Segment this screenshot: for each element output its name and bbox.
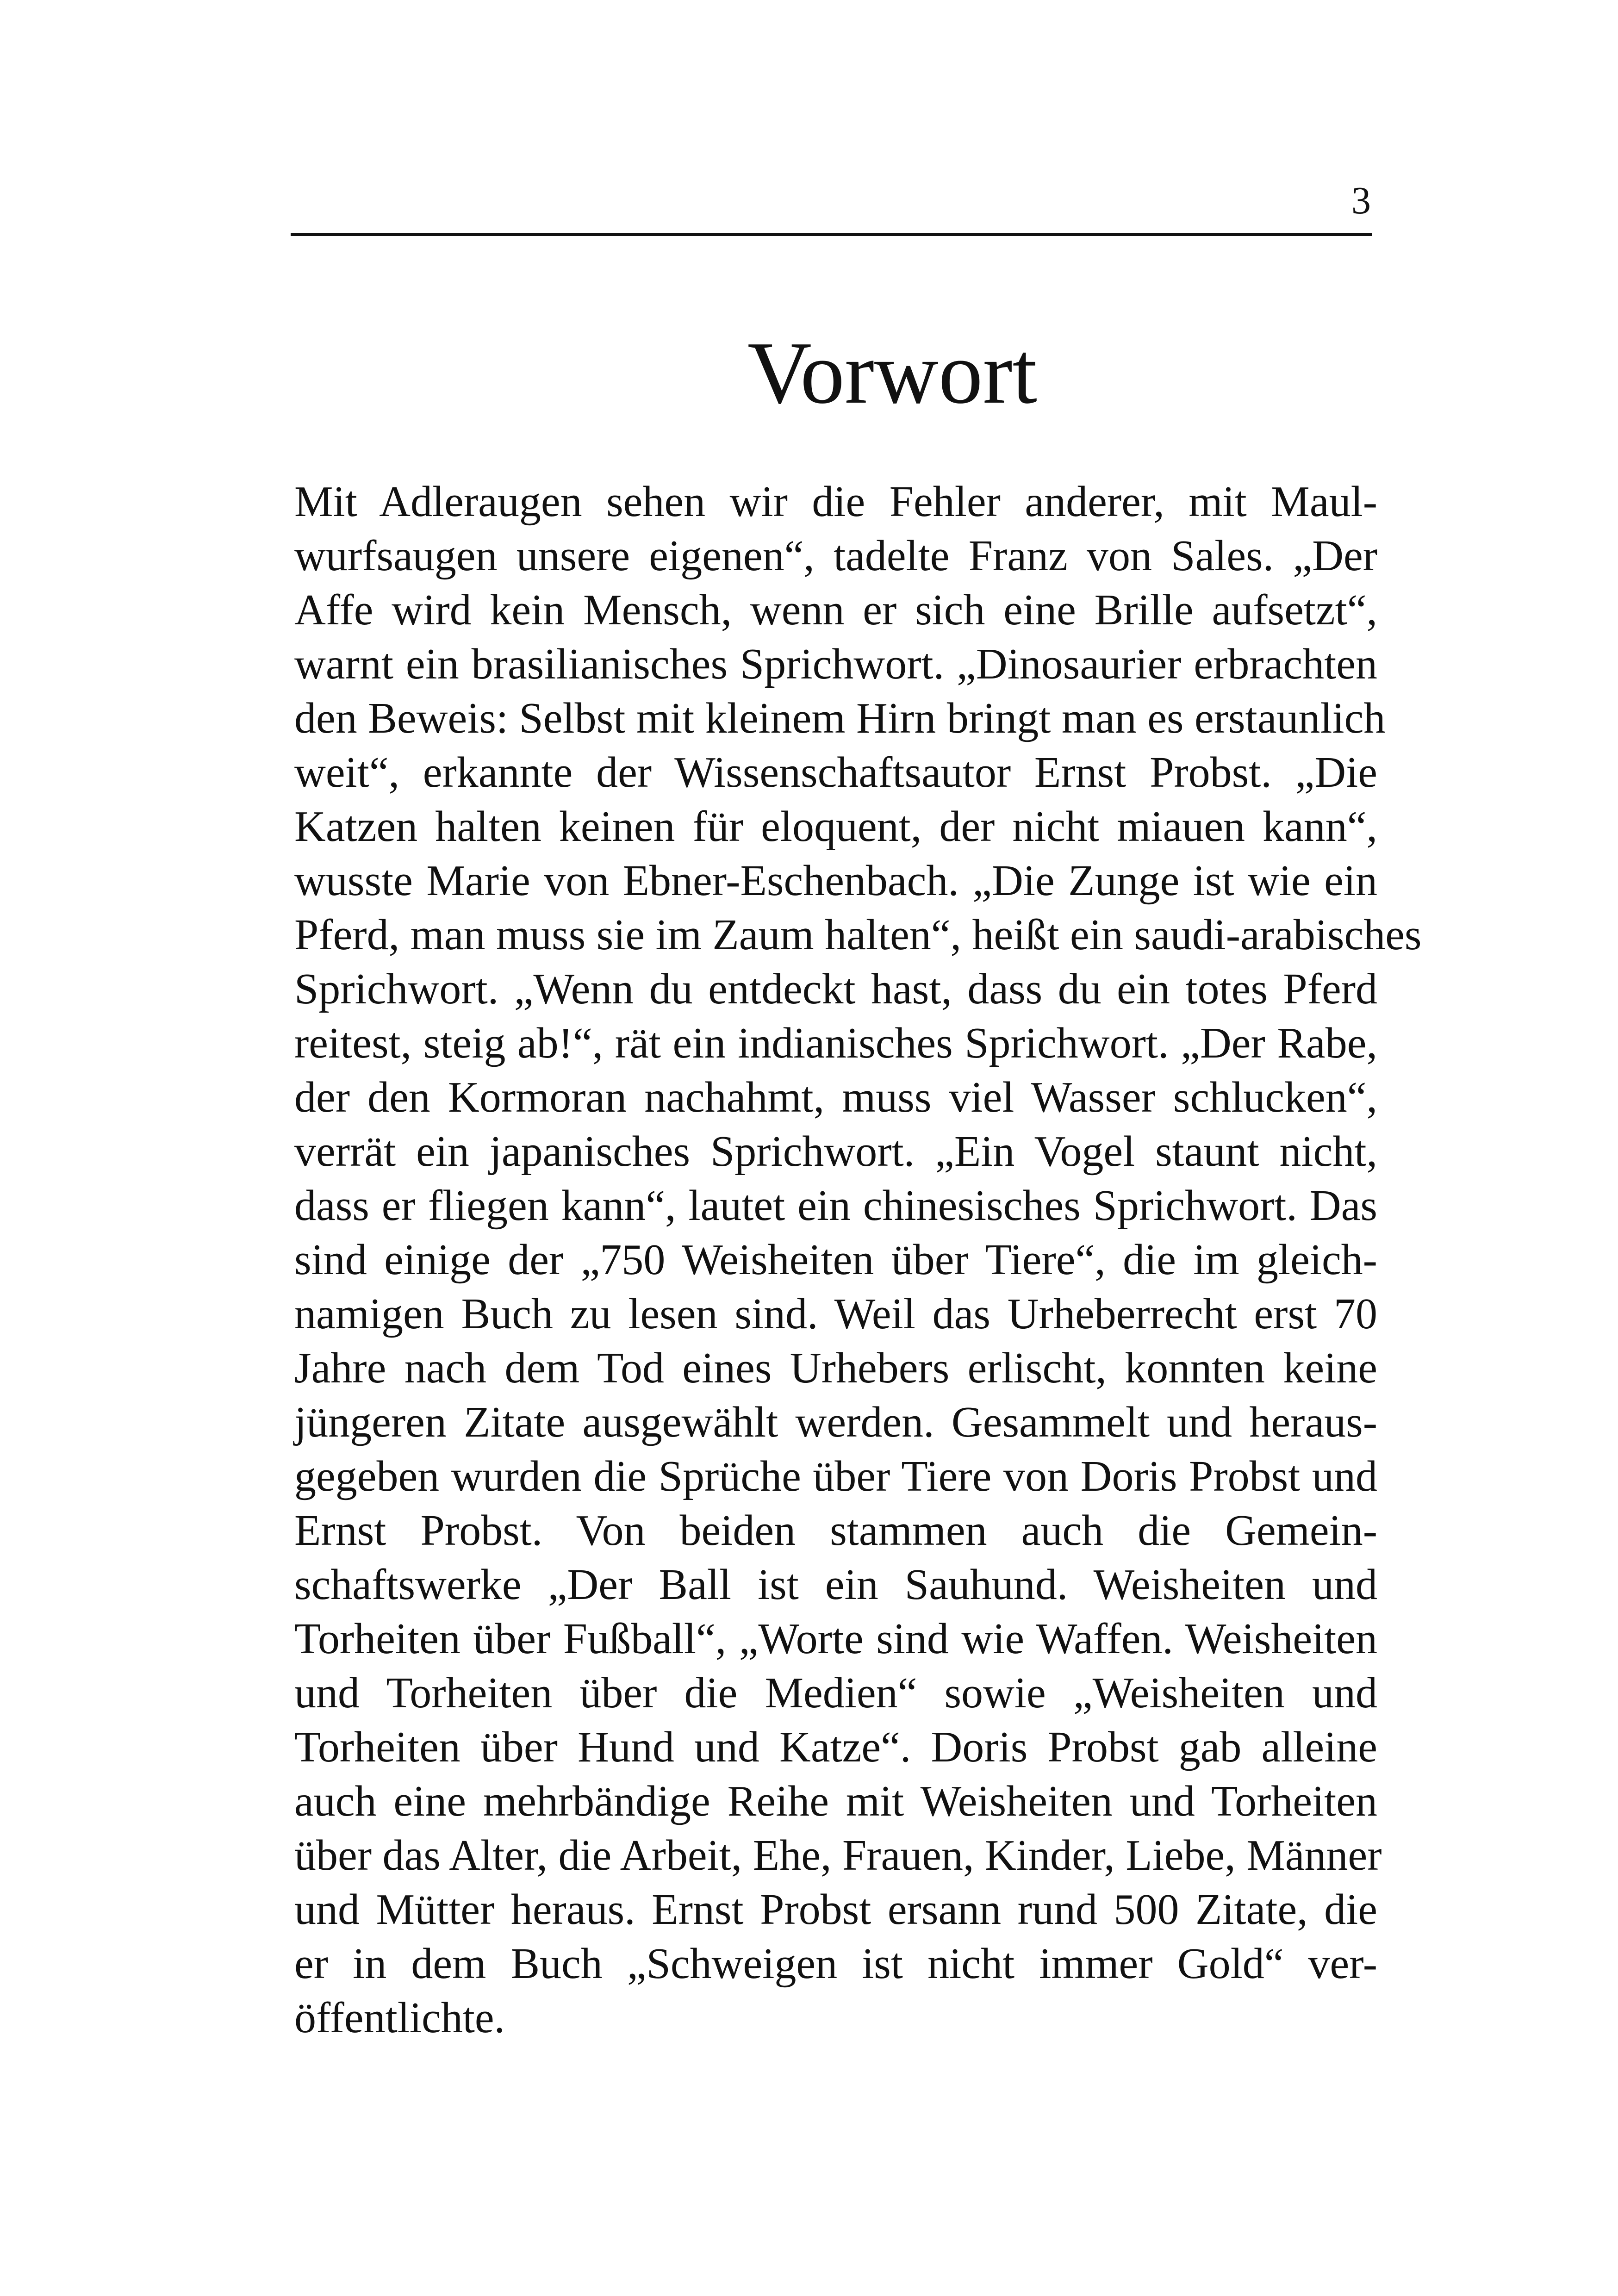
text-line: verrät ein japanisches Sprichwort. „Ein Vogel staunt nicht, (294, 1127, 1377, 1176)
text-line: auch eine mehrbändige Reihe mit Weisheiten und Torheiten (294, 1777, 1377, 1825)
text-line: sind einige der „750 Weisheiten über Tiere“, die im gleich- (294, 1236, 1377, 1284)
text-line: der den Kormoran nachahmt, muss viel Wasser schlucken“, (294, 1073, 1377, 1121)
text-line: schaftswerke „Der Ball ist ein Sauhund. Weisheiten und (294, 1561, 1377, 1609)
body-paragraph (294, 475, 1422, 2045)
text-line: dass er fliegen kann“, lautet ein chinesisches Sprichwort. Das (294, 1182, 1377, 1230)
text-line: Affe wird kein Mensch, wenn er sich eine Brille aufsetzt“, (294, 586, 1377, 634)
text-line: öffentlichte. (294, 1994, 505, 2042)
text-line: Sprichwort. „Wenn du entdeckt hast, dass du ein totes Pferd (294, 965, 1377, 1013)
text-line: weit“, erkannte der Wissenschaftsautor Ernst Probst. „Die (294, 748, 1377, 796)
page-number: 3 (1351, 179, 1371, 222)
text-line: er in dem Buch „Schweigen ist nicht immer Gold“ ver- (294, 1940, 1377, 1988)
text-line: und Mütter heraus. Ernst Probst ersann rund 500 Zitate, die (294, 1885, 1377, 1934)
text-line: reitest, steig ab!“, rät ein indianisches Sprichwort. „Der Rabe, (294, 1019, 1377, 1067)
header-rule (291, 233, 1372, 236)
text-line: gegeben wurden die Sprüche über Tiere von Doris Probst und (294, 1452, 1377, 1500)
page-title: Vorwort (747, 324, 1037, 422)
text-line: wusste Marie von Ebner-Eschenbach. „Die Zunge ist wie ein (294, 857, 1377, 905)
text-line: und Torheiten über die Medien“ sowie „Weisheiten und (294, 1669, 1377, 1717)
text-line: jüngeren Zitate ausgewählt werden. Gesammelt und heraus- (294, 1398, 1377, 1446)
text-line: Torheiten über Hund und Katze“. Doris Probst gab alleine (294, 1723, 1377, 1771)
text-line: Jahre nach dem Tod eines Urhebers erlischt, konnten keine (294, 1344, 1377, 1392)
text-line: Pferd, man muss sie im Zaum halten“, heißt ein saudi-arabisches (294, 911, 1422, 959)
text-line: über das Alter, die Arbeit, Ehe, Frauen, Kinder, Liebe, Männer (294, 1831, 1382, 1879)
text-line: den Beweis: Selbst mit kleinem Hirn bringt man es erstaunlich (294, 694, 1386, 742)
text-line: Torheiten über Fußball“, „Worte sind wie Waffen. Weisheiten (294, 1615, 1377, 1663)
text-line: Katzen halten keinen für eloquent, der nicht miauen kann“, (294, 803, 1377, 851)
text-line: Mit Adleraugen sehen wir die Fehler anderer, mit Maul- (294, 478, 1377, 526)
text-line: wurfsaugen unsere eigenen“, tadelte Franz von Sales. „Der (294, 532, 1377, 580)
text-line: warnt ein brasilianisches Sprichwort. „Dinosaurier erbrachten (294, 640, 1377, 688)
text-line: namigen Buch zu lesen sind. Weil das Urheberrecht erst 70 (294, 1290, 1377, 1338)
text-line: Ernst Probst. Von beiden stammen auch die Gemein- (294, 1506, 1377, 1555)
